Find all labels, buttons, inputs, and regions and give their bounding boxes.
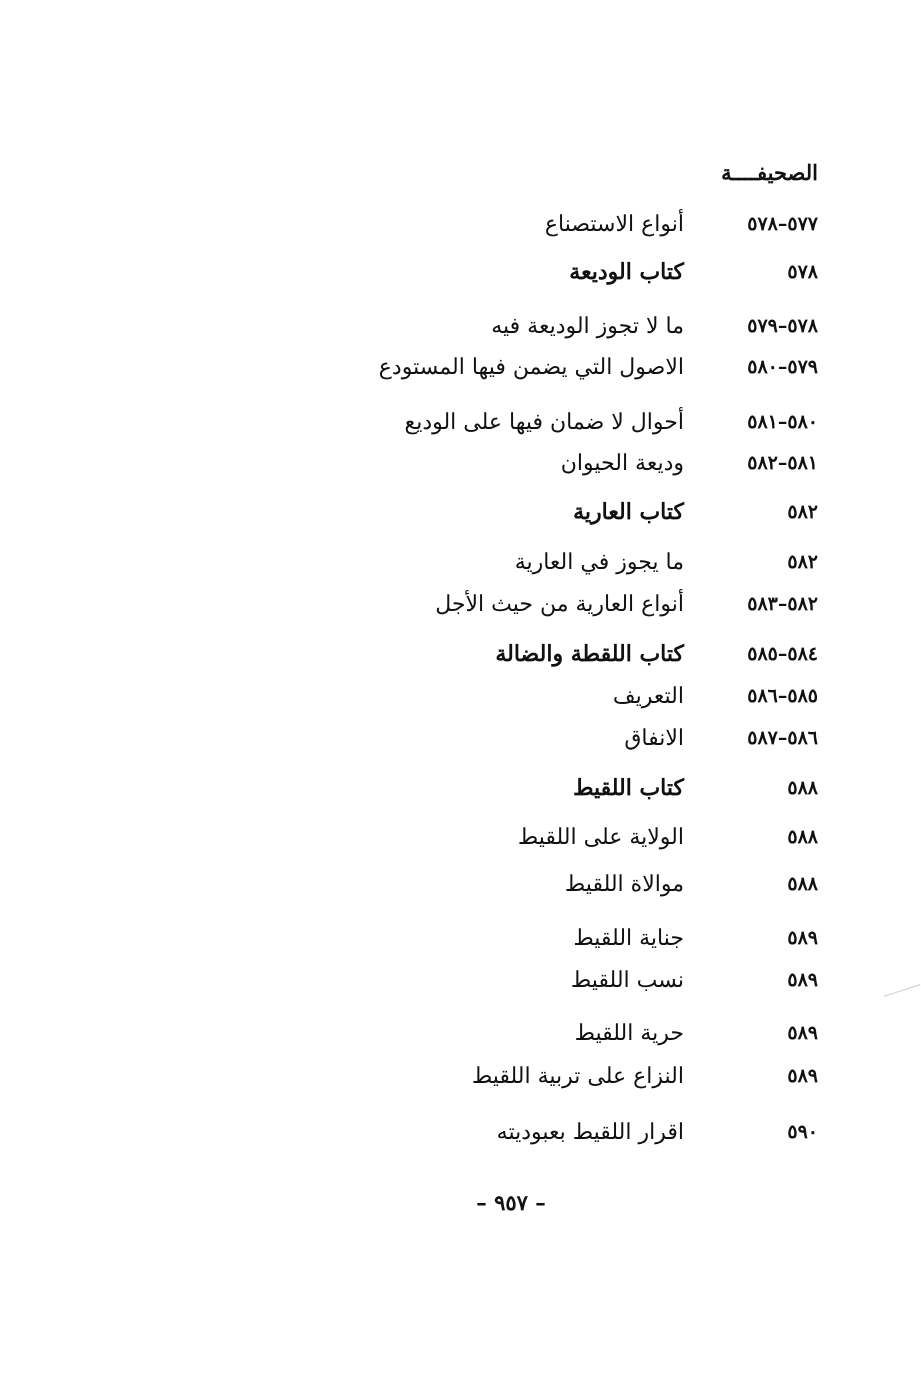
topic-title: أحوال لا ضمان فيها على الوديع xyxy=(404,409,684,435)
topic-title: الولاية على اللقيط xyxy=(517,824,684,850)
topic-title: ما يجوز في العارية xyxy=(514,549,684,575)
index-entry xyxy=(495,634,818,674)
topic-title: جناية اللقيط xyxy=(573,925,684,951)
index-entry xyxy=(569,252,818,292)
book-title: كتاب الوديعة xyxy=(569,259,684,285)
topic-title: ما لا تجوز الوديعة فيه xyxy=(491,313,684,339)
index-entry xyxy=(565,864,818,904)
topic-title: حرية اللقيط xyxy=(574,1020,684,1046)
topic-title: نسب اللقيط xyxy=(570,967,684,993)
index-entry xyxy=(573,492,818,532)
page-range: ٥٨٢–٥٨٣ xyxy=(747,593,818,615)
page-range: ٥٧٧–٥٧٨ xyxy=(747,213,818,235)
book-title: كتاب اللقطة والضالة xyxy=(495,641,684,667)
topic-title: الانفاق xyxy=(624,725,684,751)
topic-title: اقرار اللقيط بعبوديته xyxy=(496,1119,684,1145)
topic-title: النزاع على تربية اللقيط xyxy=(471,1063,684,1089)
index-entry xyxy=(573,768,818,808)
page-range: ٥٨٩ xyxy=(787,969,818,991)
index-entry xyxy=(379,347,818,387)
index-entry xyxy=(573,918,818,958)
index-entry xyxy=(518,817,818,857)
page-range: ٥٨٨ xyxy=(787,873,818,895)
index-entry xyxy=(624,718,818,758)
page-range: ٥٨٤–٥٨٥ xyxy=(747,643,818,665)
index-entry xyxy=(515,542,818,582)
page-range: ٥٩٠ xyxy=(787,1121,818,1143)
page-range: ٥٨٩ xyxy=(787,1022,818,1044)
index-entry xyxy=(575,1013,818,1053)
topic-title: موالاة اللقيط xyxy=(564,871,684,897)
book-title: كتاب العارية xyxy=(573,499,684,525)
page-range: ٥٨١–٥٨٢ xyxy=(747,452,818,474)
index-entry xyxy=(497,1112,818,1152)
page-range: ٥٨٠–٥٨١ xyxy=(747,411,818,433)
page-number: – ٩٥٧ – xyxy=(476,1190,546,1215)
topic-title: وديعة الحيوان xyxy=(560,450,684,476)
topic-title: أنواع العارية من حيث الأجل xyxy=(435,591,684,617)
column-header: الصحيفــــة xyxy=(721,160,818,185)
index-entry xyxy=(545,204,818,244)
page-range: ٥٨٥–٥٨٦ xyxy=(747,685,818,707)
page-range: ٥٧٩–٥٨٠ xyxy=(747,356,818,378)
index-entry xyxy=(613,676,818,716)
index-entry xyxy=(491,306,818,346)
topic-title: التعريف xyxy=(612,683,684,709)
page-range: ٥٨٨ xyxy=(787,777,818,799)
page-range: ٥٨٦–٥٨٧ xyxy=(747,727,818,749)
topic-title: الاصول التي يضمن فيها المستودع xyxy=(378,354,684,380)
page-range: ٥٧٨–٥٧٩ xyxy=(747,315,818,337)
page-range: ٥٨٩ xyxy=(787,1065,818,1087)
page-range: ٥٨٨ xyxy=(787,826,818,848)
index-entry xyxy=(561,443,818,483)
index-entry xyxy=(404,402,818,442)
page-range: ٥٨٢ xyxy=(787,551,818,573)
index-entry xyxy=(435,584,818,624)
scan-mark xyxy=(884,984,920,997)
page-range: ٥٨٩ xyxy=(787,927,818,949)
topic-title: أنواع الاستصناع xyxy=(544,211,684,237)
page-range: ٥٧٨ xyxy=(787,261,818,283)
page-range: ٥٨٢ xyxy=(787,501,818,523)
index-entry xyxy=(571,960,818,1000)
book-title: كتاب اللقيط xyxy=(573,775,684,801)
index-entry xyxy=(472,1056,818,1096)
